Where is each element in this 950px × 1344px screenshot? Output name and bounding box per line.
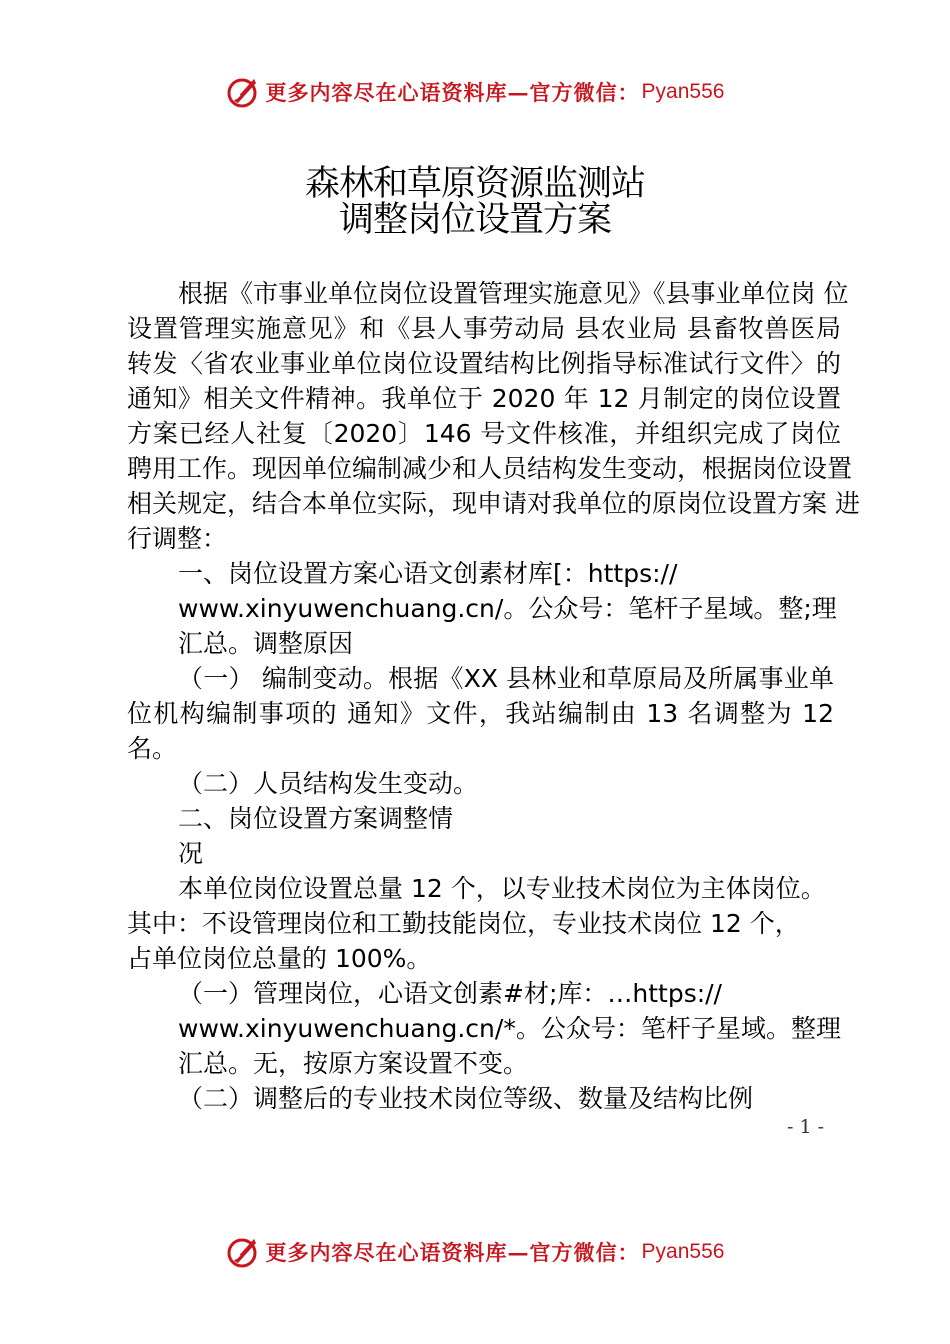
body-line: 本单位岗位设置总量 12 个，以专业技术岗位为主体岗位。 (178, 874, 826, 903)
body-line: 位机构编制事项的 通知》文件，我站编制由 13 名调整为 12 (127, 699, 834, 728)
body-line: （一） 编制变动。根据《XX 县林业和草原局及所属事业单 (178, 664, 834, 693)
doc-title-line-2: 调整岗位设置方案 (338, 200, 611, 240)
body-line: 汇总。调整原因 (178, 629, 354, 658)
section-heading: 况 (178, 839, 204, 868)
body-line: 其中：不设管理岗位和工勤技能岗位，专业技术岗位 12 个， (127, 909, 800, 938)
body-line: （二）人员结构发生变动。 (178, 769, 479, 798)
body-line: 名。 (127, 734, 178, 763)
section-heading: 一、岗位设置方案心语文创素材库[：https:// (178, 559, 678, 588)
body-line: 行调整： (127, 524, 228, 553)
quill-logo-icon (226, 1235, 260, 1269)
section-heading: 二、岗位设置方案调整情 (178, 804, 454, 833)
banner-text: 更多内容尽在心语资料库—官方微信： (265, 80, 640, 105)
body-line: 方案已经人社复〔2020〕146 号文件核准，并组织完成了岗位 (127, 419, 841, 448)
body-line: （一）管理岗位，心语文创素#材;库：…https:// (178, 979, 722, 1008)
body-line: 设置管理实施意见》和《县人事劳动局 县农业局 县畜牧兽医局 (127, 314, 841, 343)
body-line: 根据《市事业单位岗位设置管理实施意见》《县事业单位岗 位 (178, 279, 849, 308)
body-line: 占单位岗位总量的 100%。 (127, 944, 432, 973)
body-line: 通知》相关文件精神。我单位于 2020 年 12 月制定的岗位设置 (127, 384, 841, 413)
footer-banner (0, 1232, 950, 1272)
body-line: 聘用工作。现因单位编制减少和人员结构发生变动，根据岗位设置 (127, 454, 853, 483)
header-banner (0, 72, 950, 112)
banner-wechat-id: Pyan556 (641, 1240, 725, 1263)
doc-title-line-1: 森林和草原资源监测站 (304, 164, 645, 204)
banner-text: 更多内容尽在心语资料库—官方微信： (265, 1240, 640, 1265)
quill-logo-icon (226, 75, 260, 109)
banner-wechat-id: Pyan556 (641, 80, 725, 103)
body-line: www.xinyuwenchuang.cn/*。公众号：笔杆子星域。整理 (178, 1014, 841, 1043)
body-line: 汇总。无，按原方案设置不变。 (178, 1049, 529, 1078)
body-line: 相关规定，结合本单位实际，现申请对我单位的原岗位设置方案 进 (127, 489, 860, 518)
body-line: （二）调整后的专业技术岗位等级、数量及结构比例 (178, 1084, 754, 1113)
body-line: 转发〈省农业事业单位岗位设置结构比例指导标准试行文件〉的 (127, 349, 841, 378)
body-line: www.xinyuwenchuang.cn/。公众号：笔杆子星域。整;理 (178, 594, 837, 623)
page-number: - 1 - (787, 1116, 825, 1138)
